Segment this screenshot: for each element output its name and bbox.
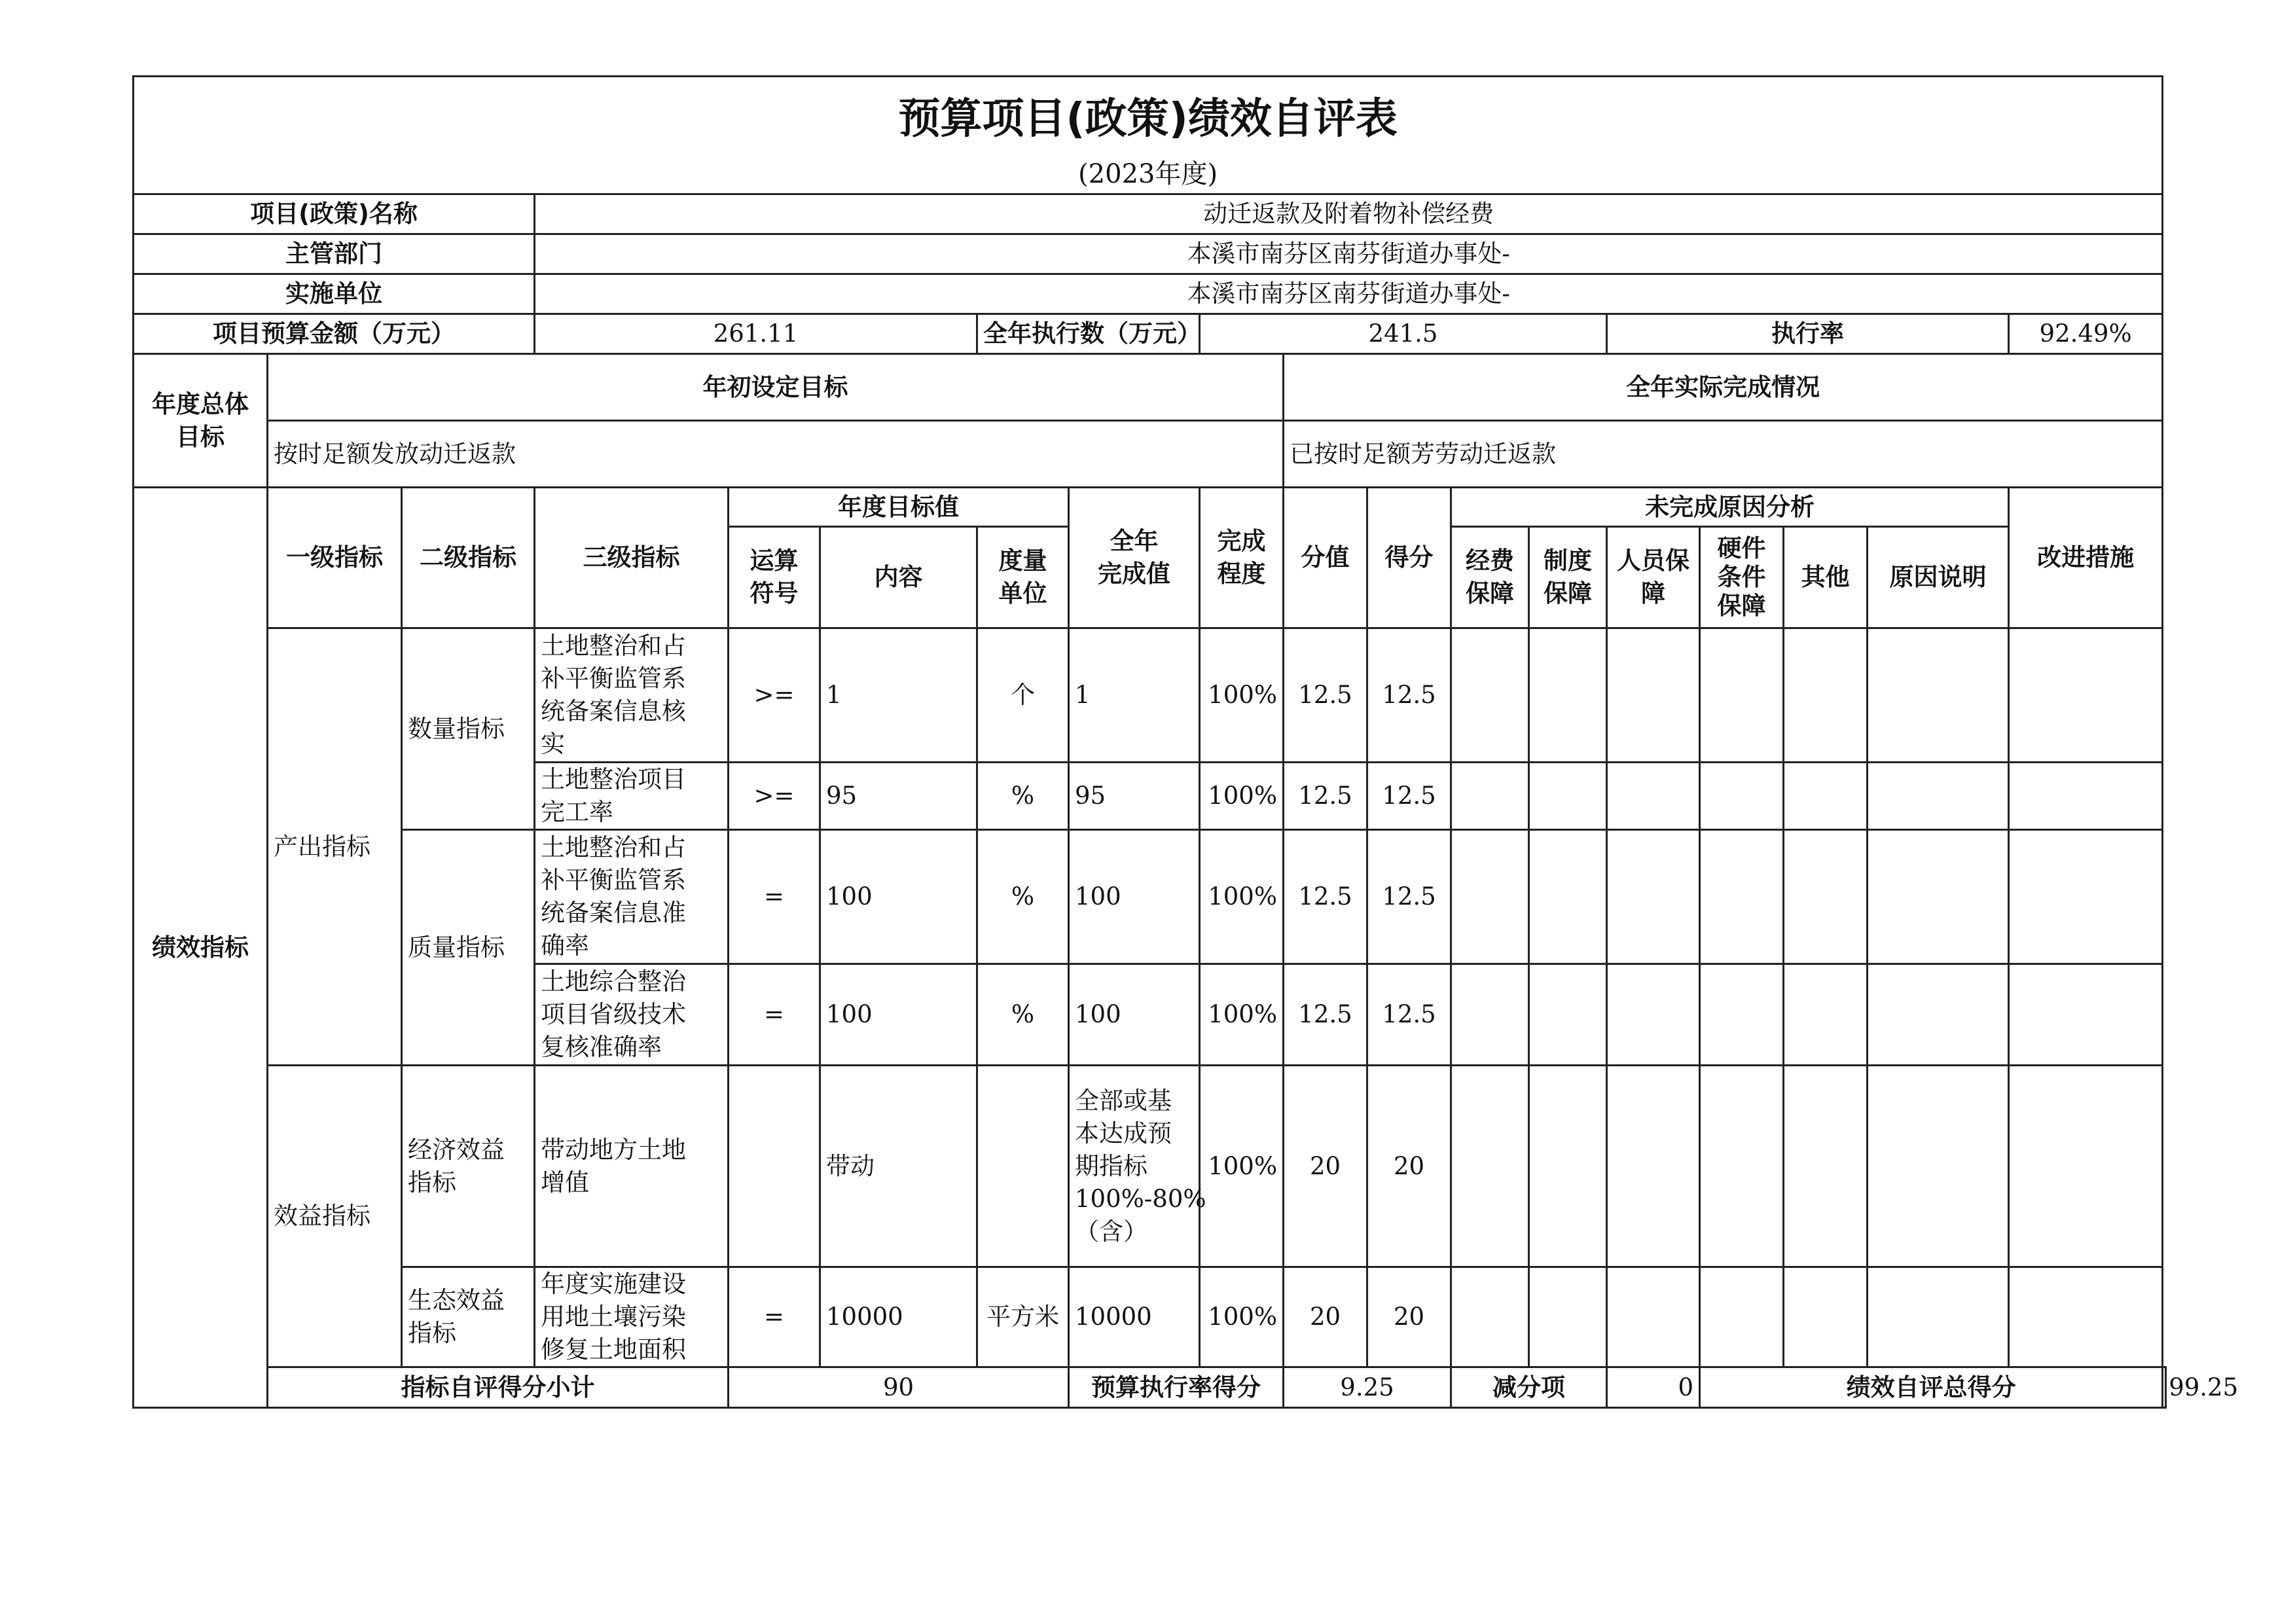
initial-goal: 按时足额发放动迁返款	[268, 421, 1284, 488]
empty-cell	[1868, 964, 2009, 1066]
actual-cell: 100	[1069, 964, 1200, 1066]
empty-cell	[1451, 628, 1529, 763]
group-economic: 经济效益 指标	[402, 1066, 535, 1267]
deduct-label: 减分项	[1451, 1367, 1607, 1408]
header-unit: 度量 单位	[977, 527, 1069, 628]
group-quantity: 数量指标	[402, 628, 535, 830]
empty-cell	[1529, 1066, 1607, 1267]
total-label: 绩效自评总得分	[1700, 1367, 2163, 1408]
header-score: 分值	[1284, 488, 1367, 628]
impl-unit-label: 实施单位	[134, 274, 535, 314]
empty-cell	[2009, 830, 2163, 964]
empty-cell	[1607, 830, 1700, 964]
header-degree: 完成 程度	[1200, 488, 1284, 628]
empty-cell	[1607, 763, 1700, 830]
dept-value: 本溪市南芬区南芬街道办事处-	[535, 234, 2163, 274]
empty-cell	[1607, 1267, 1700, 1367]
empty-cell	[2009, 964, 2163, 1066]
actual-cell: 95	[1069, 763, 1200, 830]
unit-cell: 个	[977, 628, 1069, 763]
empty-cell	[1529, 628, 1607, 763]
evaluation-table	[132, 75, 2239, 1409]
group-quality: 质量指标	[402, 830, 535, 1066]
degree-cell: 100%	[1200, 1066, 1284, 1267]
exec-score-value: 9.25	[1284, 1367, 1451, 1408]
header-reasons: 未完成原因分析	[1451, 488, 2009, 527]
header-level3: 三级指标	[535, 488, 729, 628]
annual-goal-label: 年度总体 目标	[134, 354, 268, 488]
empty-cell	[1607, 628, 1700, 763]
l3-cell: 土地整治和占 补平衡监管系 统备案信息核 实	[535, 628, 729, 763]
group-benefit: 效益指标	[268, 1066, 402, 1367]
header-r-desc: 原因说明	[1868, 527, 2009, 628]
op-cell: >=	[729, 628, 820, 763]
header-got: 得分	[1367, 488, 1451, 628]
l3-cell: 带动地方土地 增值	[535, 1066, 729, 1267]
got-cell: 12.5	[1367, 964, 1451, 1066]
score-cell: 20	[1284, 1267, 1367, 1367]
header-op: 运算 符号	[729, 527, 820, 628]
op-cell: =	[729, 830, 820, 964]
empty-cell	[2009, 763, 2163, 830]
exec-value: 241.5	[1200, 314, 1607, 354]
header-level1: 一级指标	[268, 488, 402, 628]
empty-cell	[1607, 964, 1700, 1066]
empty-cell	[2009, 1066, 2163, 1267]
empty-cell	[1700, 964, 1784, 1066]
empty-cell	[1451, 830, 1529, 964]
unit-cell: 平方米	[977, 1267, 1069, 1367]
empty-cell	[1529, 964, 1607, 1066]
year-label: (2023年度)	[134, 155, 2163, 194]
content-cell: 1	[820, 628, 977, 763]
got-cell: 20	[1367, 1066, 1451, 1267]
unit-cell: %	[977, 964, 1069, 1066]
got-cell: 12.5	[1367, 628, 1451, 763]
score-cell: 12.5	[1284, 628, 1367, 763]
budget-value: 261.11	[535, 314, 977, 354]
header-r-staff: 人员保 障	[1607, 527, 1700, 628]
l3-cell: 土地整治项目 完工率	[535, 763, 729, 830]
empty-cell	[1784, 964, 1868, 1066]
actual-status: 已按时足额芳劳动迁返款	[1284, 421, 2163, 488]
header-level2: 二级指标	[402, 488, 535, 628]
empty-cell	[2009, 1267, 2163, 1367]
unit-cell	[977, 1066, 1069, 1267]
empty-cell	[1700, 1066, 1784, 1267]
got-cell: 20	[1367, 1267, 1451, 1367]
group-output: 产出指标	[268, 628, 402, 1066]
header-target: 年度目标值	[729, 488, 1069, 527]
degree-cell: 100%	[1200, 964, 1284, 1066]
header-r-system: 制度 保障	[1529, 527, 1607, 628]
deduct-value: 0	[1607, 1367, 1700, 1408]
l3-cell: 年度实施建设 用地土壤污染 修复土地面积	[535, 1267, 729, 1367]
header-content: 内容	[820, 527, 977, 628]
got-cell: 12.5	[1367, 830, 1451, 964]
degree-cell: 100%	[1200, 763, 1284, 830]
dept-label: 主管部门	[134, 234, 535, 274]
empty-cell	[1784, 1066, 1868, 1267]
header-r-hw: 硬件 条件 保障	[1700, 527, 1784, 628]
indicator-section-label: 绩效指标	[134, 488, 268, 1408]
empty-cell	[1451, 1267, 1529, 1367]
group-ecological: 生态效益 指标	[402, 1267, 535, 1367]
got-cell: 12.5	[1367, 763, 1451, 830]
header-improve: 改进措施	[2009, 488, 2163, 628]
unit-cell: %	[977, 830, 1069, 964]
actual-cell: 全部或基 本达成预 期指标 100%-80% （含）	[1069, 1066, 1200, 1267]
l3-cell: 土地综合整治 项目省级技术 复核准确率	[535, 964, 729, 1066]
rate-value: 92.49%	[2009, 314, 2163, 354]
empty-cell	[1868, 830, 2009, 964]
empty-cell	[1451, 1066, 1529, 1267]
degree-cell: 100%	[1200, 628, 1284, 763]
subtotal-value: 90	[729, 1367, 1069, 1408]
degree-cell: 100%	[1200, 830, 1284, 964]
actual-cell: 100	[1069, 830, 1200, 964]
empty-cell	[1784, 763, 1868, 830]
l3-cell: 土地整治和占 补平衡监管系 统备案信息准 确率	[535, 830, 729, 964]
header-r-fund: 经费 保障	[1451, 527, 1529, 628]
subtotal-label: 指标自评得分小计	[268, 1367, 729, 1408]
initial-goal-header: 年初设定目标	[268, 354, 1284, 421]
unit-cell: %	[977, 763, 1069, 830]
empty-cell	[1868, 1066, 2009, 1267]
empty-cell	[1784, 1267, 1868, 1367]
evaluation-sheet	[132, 75, 2239, 1417]
score-cell: 20	[1284, 1066, 1367, 1267]
empty-cell	[1700, 830, 1784, 964]
empty-cell	[1784, 830, 1868, 964]
rate-label: 执行率	[1607, 314, 2009, 354]
empty-cell	[1700, 628, 1784, 763]
empty-cell	[2009, 628, 2163, 763]
empty-cell	[1700, 763, 1784, 830]
page-title: 预算项目(政策)绩效自评表	[134, 77, 2163, 155]
empty-cell	[1529, 763, 1607, 830]
empty-cell	[1607, 1066, 1700, 1267]
empty-cell	[1784, 628, 1868, 763]
exec-score-label: 预算执行率得分	[1069, 1367, 1284, 1408]
content-cell: 带动	[820, 1066, 977, 1267]
score-cell: 12.5	[1284, 763, 1367, 830]
total-value: 99.25	[2163, 1367, 2166, 1408]
impl-unit-value: 本溪市南芬区南芬街道办事处-	[535, 274, 2163, 314]
header-actual: 全年 完成值	[1069, 488, 1200, 628]
project-name-label: 项目(政策)名称	[134, 194, 535, 234]
content-cell: 10000	[820, 1267, 977, 1367]
content-cell: 95	[820, 763, 977, 830]
content-cell: 100	[820, 964, 977, 1066]
empty-cell	[1868, 628, 2009, 763]
empty-cell	[1529, 830, 1607, 964]
actual-status-header: 全年实际完成情况	[1284, 354, 2163, 421]
op-cell: =	[729, 964, 820, 1066]
op-cell: >=	[729, 763, 820, 830]
empty-cell	[1868, 1267, 2009, 1367]
project-name: 动迁返款及附着物补偿经费	[535, 194, 2163, 234]
op-cell: =	[729, 1267, 820, 1367]
op-cell	[729, 1066, 820, 1267]
header-r-other: 其他	[1784, 527, 1868, 628]
empty-cell	[1451, 964, 1529, 1066]
content-cell: 100	[820, 830, 977, 964]
empty-cell	[1451, 763, 1529, 830]
empty-cell	[1700, 1267, 1784, 1367]
score-cell: 12.5	[1284, 830, 1367, 964]
actual-cell: 10000	[1069, 1267, 1200, 1367]
budget-label: 项目预算金额（万元）	[134, 314, 535, 354]
degree-cell: 100%	[1200, 1267, 1284, 1367]
exec-label: 全年执行数（万元）	[977, 314, 1200, 354]
score-cell: 12.5	[1284, 964, 1367, 1066]
empty-cell	[1529, 1267, 1607, 1367]
actual-cell: 1	[1069, 628, 1200, 763]
empty-cell	[1868, 763, 2009, 830]
